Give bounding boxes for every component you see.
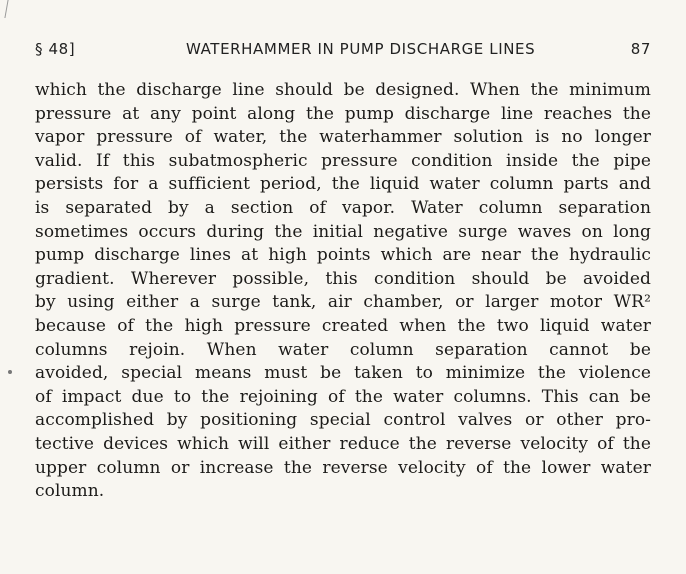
running-title: WATERHAMMER IN PUMP DISCHARGE LINES xyxy=(186,40,536,58)
section-reference: § 48] xyxy=(35,40,76,58)
text-line: pump discharge lines at high points which are near the hydraulic xyxy=(35,245,651,266)
text-line: which the discharge line should be designed. When the minimum xyxy=(35,80,651,100)
body-paragraph xyxy=(35,79,651,504)
running-header xyxy=(35,40,651,62)
text-line: tective devices which will either reduce the reverse velocity of the xyxy=(35,433,651,454)
page-edge-mark xyxy=(4,0,8,18)
text-line: of impact due to the rejoining of the water columns. This can be xyxy=(35,386,651,407)
margin-speck xyxy=(8,370,12,374)
text-line: pressure at any point along the pump discharge line reaches the xyxy=(35,103,651,124)
text-line: by using either a surge tank, air chamber, or larger motor WR² xyxy=(35,292,651,313)
text-line: column. xyxy=(35,481,105,502)
text-line: valid. If this subatmospheric pressure condition inside the pipe xyxy=(35,150,651,171)
text-line: persists for a sufficient period, the liquid water column parts and xyxy=(35,174,651,195)
text-line: avoided, special means must be taken to minimize the violence xyxy=(35,363,651,384)
text-line: upper column or increase the reverse velocity of the lower water xyxy=(35,457,651,478)
text-line: vapor pressure of water, the waterhammer solution is no longer xyxy=(35,127,651,148)
text-line: accomplished by positioning special control valves or other pro- xyxy=(35,410,651,431)
text-line: gradient. Wherever possible, this condition should be avoided xyxy=(35,268,651,289)
text-line: columns rejoin. When water column separation cannot be xyxy=(35,339,651,360)
page-number: 87 xyxy=(630,40,651,58)
text-line: sometimes occurs during the initial negative surge waves on long xyxy=(35,221,651,242)
text-line: is separated by a section of vapor. Water column separation xyxy=(35,197,651,218)
text-line: because of the high pressure created when the two liquid water xyxy=(35,315,651,336)
